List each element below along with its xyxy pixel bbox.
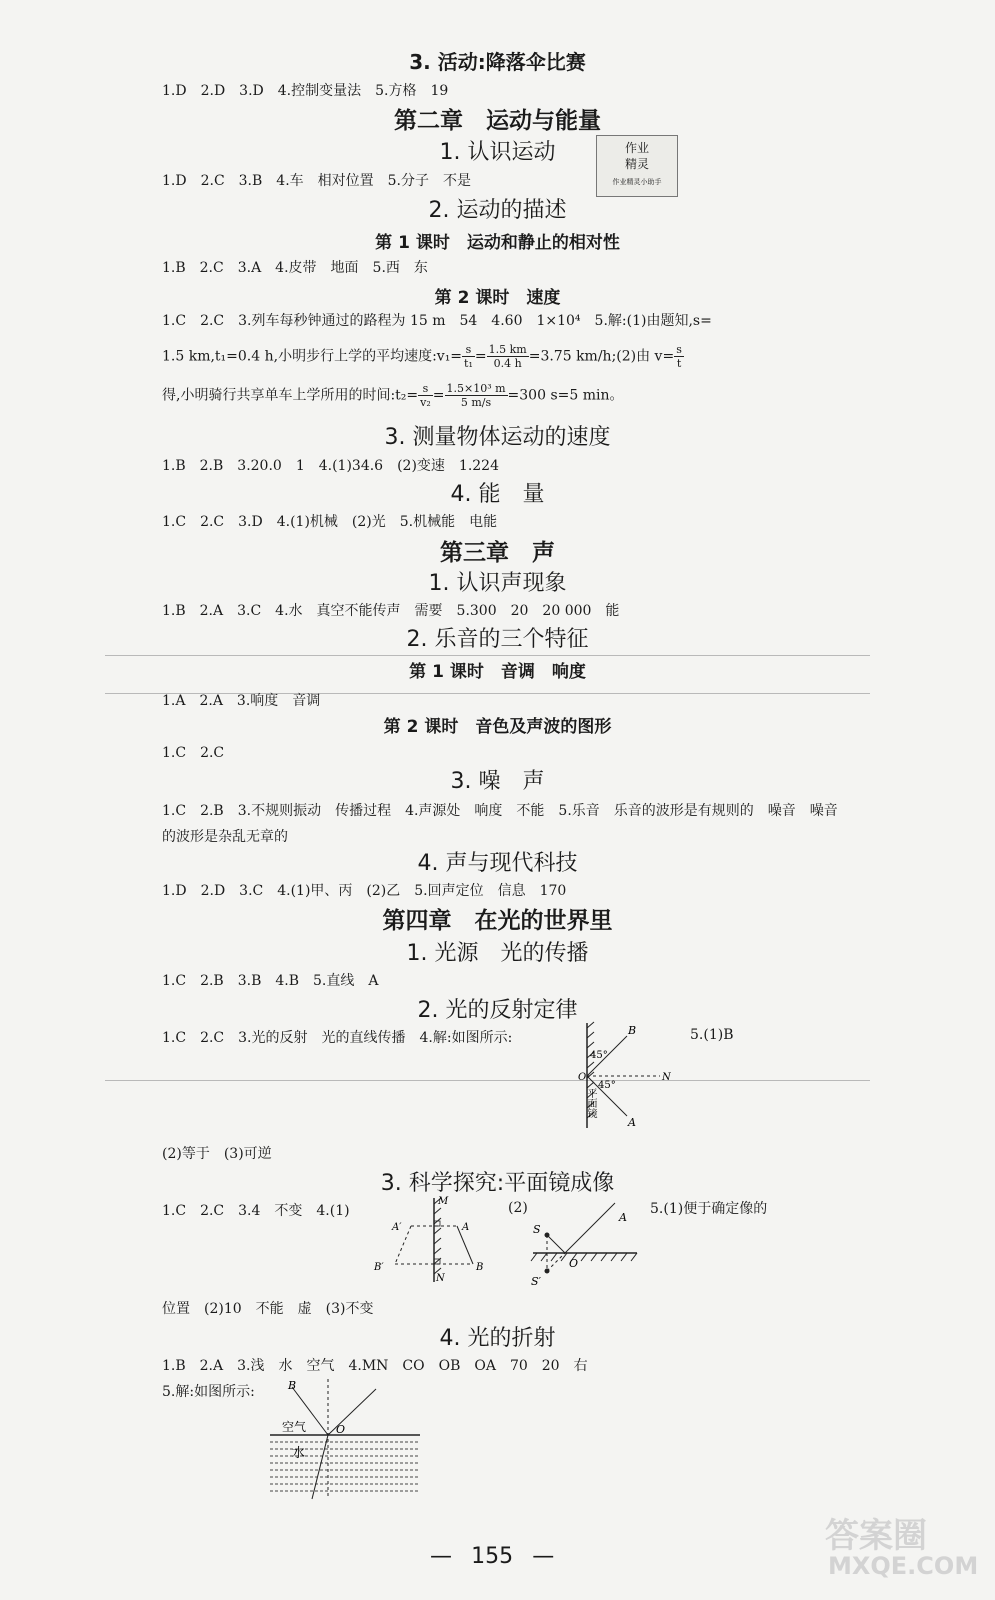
hatch xyxy=(581,1253,587,1261)
stamp-line: 作业精灵小助手 xyxy=(612,178,662,186)
label-water: 水 xyxy=(292,1446,306,1461)
answer-line: (2)等于 (3)可逆 xyxy=(162,1146,272,1162)
hatch xyxy=(434,1228,441,1234)
hatch xyxy=(631,1253,637,1261)
label-n: N xyxy=(662,1072,671,1083)
watermark-url: MXQE.COM xyxy=(828,1552,979,1580)
lesson-title: 第 2 课时 速度 xyxy=(434,288,561,308)
fraction xyxy=(674,343,684,370)
hatch xyxy=(541,1253,547,1261)
answer-line: 1.C 2.B 3.不规则振动 传播过程 4.声源处 响度 不能 5.乐音 乐音的波形是有规则的 噪音 噪音的波形是杂乱无章的 xyxy=(162,803,838,845)
numerator: s xyxy=(462,343,475,357)
incident-ray xyxy=(547,1235,565,1253)
hatch xyxy=(601,1253,607,1261)
answer-line: 1.B 2.C 3.A 4.皮带 地面 5.西 东 xyxy=(162,260,428,276)
label-a: A xyxy=(619,1211,627,1224)
dash: — xyxy=(532,1544,555,1569)
answer-line: 1.B 2.A 3.浅 水 空气 4.MN CO OB OA 70 20 右 xyxy=(162,1358,588,1374)
reflection-diagram xyxy=(560,1018,690,1138)
answer-line: 1.C 2.C 3.列车每秒钟通过的路程为 15 m 54 4.60 1×10⁴ 5.解:(1)由题知,s= xyxy=(162,313,712,329)
answer-line: 1.D 2.C 3.B 4.车 相对位置 5.分子 不是 xyxy=(162,173,472,189)
denominator: 0.4 h xyxy=(493,357,522,370)
hatch xyxy=(587,1022,594,1028)
denominator: 5 m/s xyxy=(460,396,492,409)
text: 得,小明骑行共享单车上学所用的时间:t₂= xyxy=(162,387,419,404)
section-title: 2. 运动的描述 xyxy=(428,198,567,223)
hatch xyxy=(587,1042,594,1048)
answer-line: 1.B 2.B 3.20.0 1 4.(1)34.6 (2)变速 1.224 xyxy=(162,458,499,474)
label-o: O xyxy=(569,1257,579,1270)
answer-line: 1.C 2.C xyxy=(162,745,225,761)
section-title: 4. 声与现代科技 xyxy=(417,851,578,876)
section-title: 2. 光的反射定律 xyxy=(417,998,578,1023)
denominator: t xyxy=(676,357,682,370)
label-air: 空气 xyxy=(282,1420,307,1434)
label-b: B xyxy=(628,1024,637,1037)
hatch xyxy=(434,1248,441,1254)
section-title: 1. 认识声现象 xyxy=(428,571,567,596)
label-s: S xyxy=(533,1223,541,1236)
label-b-prime: B′ xyxy=(374,1262,384,1273)
hatch xyxy=(587,1062,594,1068)
hatch xyxy=(561,1253,567,1261)
hatch xyxy=(587,1102,594,1108)
lesson-title: 第 1 课时 运动和静止的相对性 xyxy=(375,233,620,253)
answer-line xyxy=(162,343,684,370)
answer-line: 1.C 2.C 3.4 不变 4.(1) xyxy=(162,1203,350,1219)
fraction xyxy=(462,343,475,370)
answer-line: 5.(1)便于确定像的 xyxy=(650,1201,768,1217)
answer-line: 1.C 2.C 3.光的反射 光的直线传播 4.解:如图所示: xyxy=(162,1030,513,1046)
hatch xyxy=(531,1253,537,1261)
label-n: N xyxy=(436,1273,445,1284)
label-a: A xyxy=(628,1116,636,1129)
answer-line: 1.A 2.A 3.响度 音调 xyxy=(162,693,321,709)
section-title: 1. 认识运动 xyxy=(439,140,556,165)
section-title: 3. 科学探究:平面镜成像 xyxy=(380,1171,615,1196)
scan-rule xyxy=(105,655,870,656)
chapter-title: 第四章 在光的世界里 xyxy=(382,908,613,934)
label-m: M xyxy=(438,1196,449,1207)
label-s-prime: S′ xyxy=(531,1275,542,1288)
page-number-group xyxy=(430,1544,554,1569)
answer-line: 5.解:如图所示: xyxy=(162,1384,255,1400)
numerator: s xyxy=(418,382,433,396)
angle-label: 45° xyxy=(598,1080,616,1091)
equals: = xyxy=(474,348,487,365)
section-title: 2. 乐音的三个特征 xyxy=(406,627,589,652)
hatch xyxy=(591,1253,597,1261)
denominator: v₂ xyxy=(420,396,431,409)
hatch xyxy=(551,1253,557,1261)
stamp-line: 作业 xyxy=(624,141,649,155)
lesson-title: 第 2 课时 音色及声波的图形 xyxy=(383,717,612,737)
watermark-logo: 答案圈 xyxy=(825,1516,927,1556)
section-title: 3. 噪 声 xyxy=(450,769,545,794)
fraction xyxy=(487,343,529,370)
answer-line: 1.C 2.C 3.D 4.(1)机械 (2)光 5.机械能 电能 xyxy=(162,514,498,530)
refracted-ray xyxy=(312,1435,328,1499)
refraction-diagram xyxy=(270,1377,430,1502)
label-a: A xyxy=(462,1222,470,1233)
reflected-ray xyxy=(565,1203,615,1253)
virtual-ray xyxy=(547,1253,565,1271)
angle-label: 45° xyxy=(590,1050,608,1061)
dash: — xyxy=(430,1544,452,1569)
answer-line: 5.(1)B xyxy=(690,1027,734,1043)
text: =3.75 km/h;(2)由 v= xyxy=(528,348,675,365)
stamp-line: 精灵 xyxy=(624,157,649,171)
lesson-title: 第 1 课时 音调 响度 xyxy=(409,662,586,682)
section-title: 4. 能 量 xyxy=(450,482,545,507)
hatch xyxy=(434,1238,441,1244)
mirror-ray-diagram xyxy=(525,1195,645,1290)
chapter-title: 第三章 声 xyxy=(440,540,555,566)
scan-rule xyxy=(105,1080,870,1081)
chapter-title: 第二章 运动与能量 xyxy=(394,108,601,134)
equals: = xyxy=(432,387,445,404)
text: =300 s=5 min。 xyxy=(507,387,624,404)
section-title: 3. 活动:降落伞比赛 xyxy=(409,50,586,74)
numerator: s xyxy=(676,343,682,356)
page-number: 155 xyxy=(471,1544,514,1569)
label-o: O xyxy=(578,1072,587,1083)
section-title: 1. 光源 光的传播 xyxy=(406,941,589,966)
numerator: 1.5 km xyxy=(488,343,527,356)
numerator: 1.5×10³ m xyxy=(446,382,506,395)
section-title: 3. 测量物体运动的速度 xyxy=(384,425,611,450)
answer-line: (2) xyxy=(508,1200,528,1216)
hatch xyxy=(434,1208,441,1214)
section-title: 4. 光的折射 xyxy=(439,1326,556,1351)
answer-line xyxy=(162,382,624,409)
fraction xyxy=(418,382,433,409)
mirror-label: 平面镜 xyxy=(566,1088,596,1099)
text: 1.5 km,t₁=0.4 h,小明步行上学的平均速度:v₁= xyxy=(162,348,463,365)
answer-line: 1.C 2.B 3.B 4.B 5.直线 A xyxy=(162,973,379,989)
answer-line: 1.B 2.A 3.C 4.水 真空不能传声 需要 5.300 20 20 000 能 xyxy=(162,603,620,619)
label-b: B xyxy=(288,1379,297,1392)
hatch xyxy=(621,1253,627,1261)
answer-line: 位置 (2)10 不能 虚 (3)不变 xyxy=(162,1301,374,1317)
answer-line: 1.D 2.D 3.D 4.控制变量法 5.方格 19 xyxy=(162,83,449,99)
label-o: O xyxy=(336,1423,346,1436)
hatch xyxy=(587,1112,594,1118)
hatch xyxy=(611,1253,617,1261)
label-a-prime: A′ xyxy=(392,1222,402,1233)
water-region xyxy=(270,1435,420,1499)
fraction xyxy=(445,382,508,409)
answer-line: 1.D 2.D 3.C 4.(1)甲、丙 (2)乙 5.回声定位 信息 170 xyxy=(162,883,567,899)
denominator: t₁ xyxy=(464,357,473,370)
label-b: B xyxy=(476,1262,484,1273)
mirror-image-diagram xyxy=(372,1192,487,1284)
hatch xyxy=(587,1032,594,1038)
